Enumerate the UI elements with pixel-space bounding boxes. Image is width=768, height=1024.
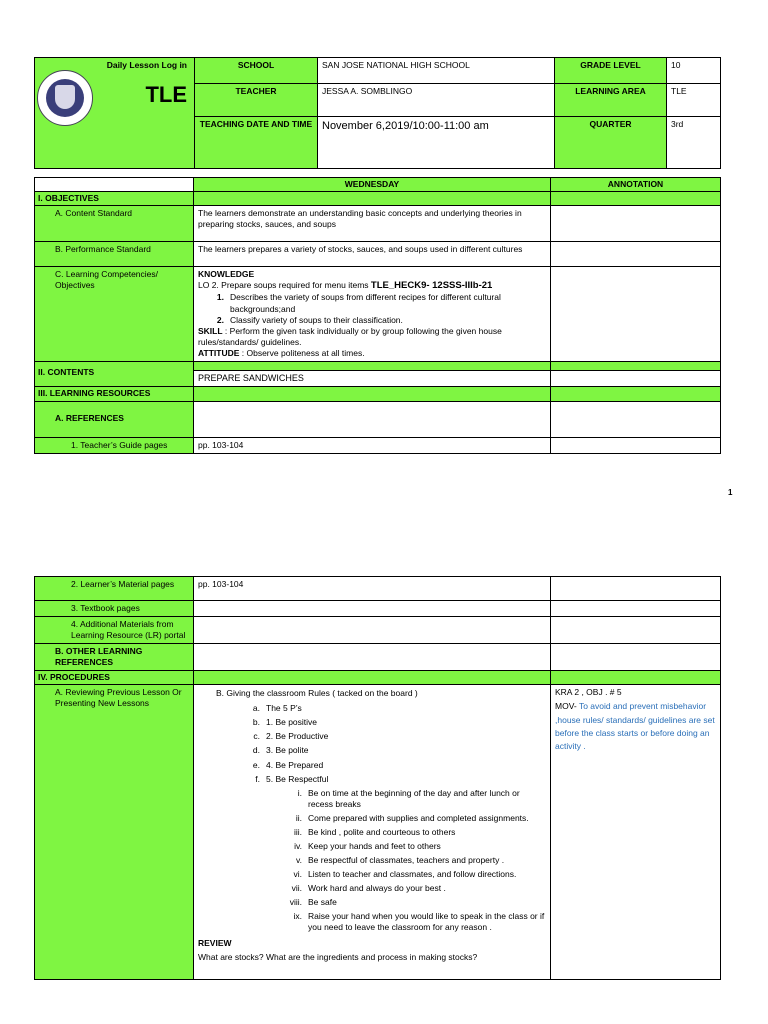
rule-roman-item [198, 897, 546, 908]
lo-code: TLE_HECK9- 12SSS-IIIb-21 [370, 280, 493, 292]
rule-letter-marker: a. [252, 703, 260, 714]
review-heading: REVIEW [198, 938, 232, 949]
school-value: SAN JOSE NATIONAL HIGH SCHOOL [318, 58, 555, 84]
performance-standard-label: B. Performance Standard [35, 242, 194, 267]
lo-item-1-marker: 1. [216, 292, 224, 303]
rule-roman-text: Be safe [308, 896, 337, 907]
tb-annotation [551, 601, 721, 617]
rule-letter-text: 5. Be Respectful [266, 773, 329, 784]
rule-roman-marker: v. [296, 854, 302, 865]
content-standard: The learners demonstrate an understanding basic concepts and underlying theories in preparing stocks, sauces, and soups [194, 206, 551, 242]
lo-line [198, 280, 546, 292]
procedures-fill-2 [551, 671, 721, 685]
rule-roman-text: Come prepared with supplies and completed assignments. [308, 812, 529, 823]
lm-annotation [551, 577, 721, 601]
tb-value [194, 601, 551, 617]
page-number: 1 [728, 488, 733, 497]
teacher-value: JESSA A. SOMBLINGO [318, 84, 555, 116]
resources-heading: III. LEARNING RESOURCES [35, 387, 194, 401]
grade-value: 10 [667, 58, 721, 84]
olr-label: B. OTHER LEARNING REFERENCES [35, 644, 194, 671]
olr-annotation [551, 644, 721, 671]
rule-letter-item [198, 717, 546, 728]
rules-title: B. Giving the classroom Rules ( tacked on the board ) [216, 688, 418, 699]
rules-cell [194, 685, 551, 980]
annotation-header: ANNOTATION [551, 178, 721, 192]
lo-item-1-text: Describes the variety of soups from different recipes for different cultural backgrounds;and [230, 292, 501, 314]
skill-text: : Perform the given task individually or by group following the given house rules/standards/ guidelines. [198, 325, 502, 347]
attitude-line [198, 348, 546, 359]
rule-letter-marker: d. [252, 745, 260, 756]
rule-roman-text: Listen to teacher and classmates, and follow directions. [308, 868, 517, 879]
competencies-label: C. Learning Competencies/ Objectives [35, 267, 194, 362]
rule-roman-marker: vii. [291, 882, 302, 893]
dll-title: Daily Lesson Log in [106, 60, 187, 70]
grade-label: GRADE LEVEL [555, 58, 667, 84]
procedures-table [34, 576, 721, 980]
area-label: LEARNING AREA [555, 84, 667, 116]
objectives-fill [194, 192, 551, 206]
rule-roman-item [198, 883, 546, 894]
area-value: TLE [667, 84, 721, 116]
rule-letter-item [198, 774, 546, 785]
rule-roman-marker: viii. [289, 896, 302, 907]
seal-shield [55, 85, 75, 109]
rule-roman-marker: i. [297, 787, 302, 798]
procedures-fill [194, 671, 551, 685]
rule-roman-item [198, 911, 546, 933]
teacher-label: TEACHER [195, 84, 318, 116]
rule-roman-text: Raise your hand when you would like to speak in the class or if you need to leave the classroom for any reason . [308, 911, 545, 933]
objectives-fill-2 [551, 192, 721, 206]
references-annotation [551, 401, 721, 437]
letters-list [198, 703, 546, 784]
review-label: A. Reviewing Previous Lesson Or Presenting New Lessons [35, 685, 194, 980]
rule-letter-item [198, 731, 546, 742]
procedures-heading: IV. PROCEDURES [35, 671, 194, 685]
school-label: SCHOOL [195, 58, 318, 84]
lo-item-2 [198, 315, 546, 326]
tg-annotation [551, 437, 721, 453]
competencies-cell [194, 267, 551, 362]
rule-roman-item [198, 869, 546, 880]
lm-label: 2. Learner’s Material pages [35, 577, 194, 601]
objectives-table [34, 177, 721, 454]
rule-roman-marker: ii. [295, 812, 302, 823]
tb-label: 3. Textbook pages [35, 601, 194, 617]
rule-roman-item [198, 827, 546, 838]
quarter-label: QUARTER [555, 116, 667, 168]
quarter-text: 3rd [671, 118, 684, 129]
header-table [34, 57, 721, 169]
rule-roman-marker: ix. [293, 911, 302, 922]
rule-letter-item [198, 745, 546, 756]
rule-roman-text: Work hard and always do your best . [308, 882, 446, 893]
attitude-label: ATTITUDE [198, 347, 240, 358]
lo-item-2-text: Classify variety of soups to their classification. [230, 314, 403, 325]
rule-letter-marker: e. [252, 759, 260, 770]
competencies-annotation [551, 267, 721, 362]
review-annotation [551, 685, 721, 980]
lo-item-1 [198, 292, 546, 314]
olr-value [194, 644, 551, 671]
references-value [194, 401, 551, 437]
quarter-value [667, 116, 721, 168]
performance-standard-annotation [551, 242, 721, 267]
references-heading: A. REFERENCES [35, 401, 194, 437]
contents-annotation [551, 370, 721, 387]
rule-letter-marker: c. [253, 731, 260, 742]
resources-fill [194, 387, 551, 401]
mov-text: To avoid and prevent misbehavior ,house rules/ standards/ guidelines are set before the class starts or before doing an activity . [555, 701, 715, 751]
contents-heading: II. CONTENTS [35, 361, 194, 387]
rule-roman-marker: vi. [293, 868, 302, 879]
date-value: November 6,2019/10:00-11:00 am [318, 116, 555, 168]
contents-fill-2 [551, 361, 721, 370]
deped-seal-logo [37, 70, 93, 126]
rule-roman-text: Be kind , polite and courteous to others [308, 826, 456, 837]
rule-letter-text: 4. Be Prepared [266, 759, 324, 770]
review-question: What are stocks? What are the ingredients and process in making stocks? [198, 952, 478, 963]
lm-value: pp. 103-104 [194, 577, 551, 601]
rule-letter-item [198, 703, 546, 714]
rule-roman-item [198, 841, 546, 852]
blank-corner [35, 178, 194, 192]
rule-letter-item [198, 760, 546, 771]
mov-block [555, 700, 716, 753]
attitude-text: : Observe politeness at all times. [239, 347, 365, 358]
rule-roman-marker: iv. [294, 840, 302, 851]
skill-line [198, 326, 546, 348]
rule-roman-text: Be on time at the beginning of the day and after lunch or recess breaks [308, 787, 520, 809]
lo-text: LO 2. Prepare soups required for menu items [198, 280, 371, 291]
rule-letter-text: 2. Be Productive [266, 731, 329, 742]
kra-text: KRA 2 , OBJ . # 5 [555, 687, 622, 698]
rule-roman-text: Be respectful of classmates, teachers and property . [308, 854, 505, 865]
rule-roman-item [198, 813, 546, 824]
resources-fill-2 [551, 387, 721, 401]
tg-value: pp. 103-104 [194, 437, 551, 453]
rule-roman-marker: iii. [293, 826, 302, 837]
romans-list [198, 788, 546, 934]
objectives-heading: I. OBJECTIVES [35, 192, 194, 206]
contents-value: PREPARE SANDWICHES [194, 370, 551, 387]
date-label: TEACHING DATE AND TIME [195, 116, 318, 168]
day-header: WEDNESDAY [194, 178, 551, 192]
am-annotation [551, 617, 721, 644]
am-value [194, 617, 551, 644]
am-label: 4. Additional Materials from Learning Resource (LR) portal [35, 617, 194, 644]
contents-fill [194, 361, 551, 370]
rule-letter-marker: f. [255, 773, 260, 784]
skill-label: SKILL [198, 325, 223, 336]
performance-standard: The learners prepares a variety of stocks, sauces, and soups used in different cultures [194, 242, 551, 267]
rule-roman-item [198, 855, 546, 866]
lo-item-2-marker: 2. [216, 314, 224, 325]
rule-letter-text: 3. Be polite [266, 745, 309, 756]
content-standard-label: A. Content Standard [35, 206, 194, 242]
content-standard-annotation [551, 206, 721, 242]
knowledge-heading: KNOWLEDGE [198, 269, 255, 280]
rule-roman-text: Keep your hands and feet to others [308, 840, 441, 851]
rule-roman-item [198, 788, 546, 810]
mov-label: MOV- [555, 701, 577, 712]
rule-letter-marker: b. [252, 717, 260, 728]
rule-letter-text: The 5 P’s [266, 703, 302, 714]
rule-letter-text: 1. Be positive [266, 717, 318, 728]
subject-title: TLE [145, 82, 187, 107]
tg-label: 1. Teacher’s Guide pages [35, 437, 194, 453]
